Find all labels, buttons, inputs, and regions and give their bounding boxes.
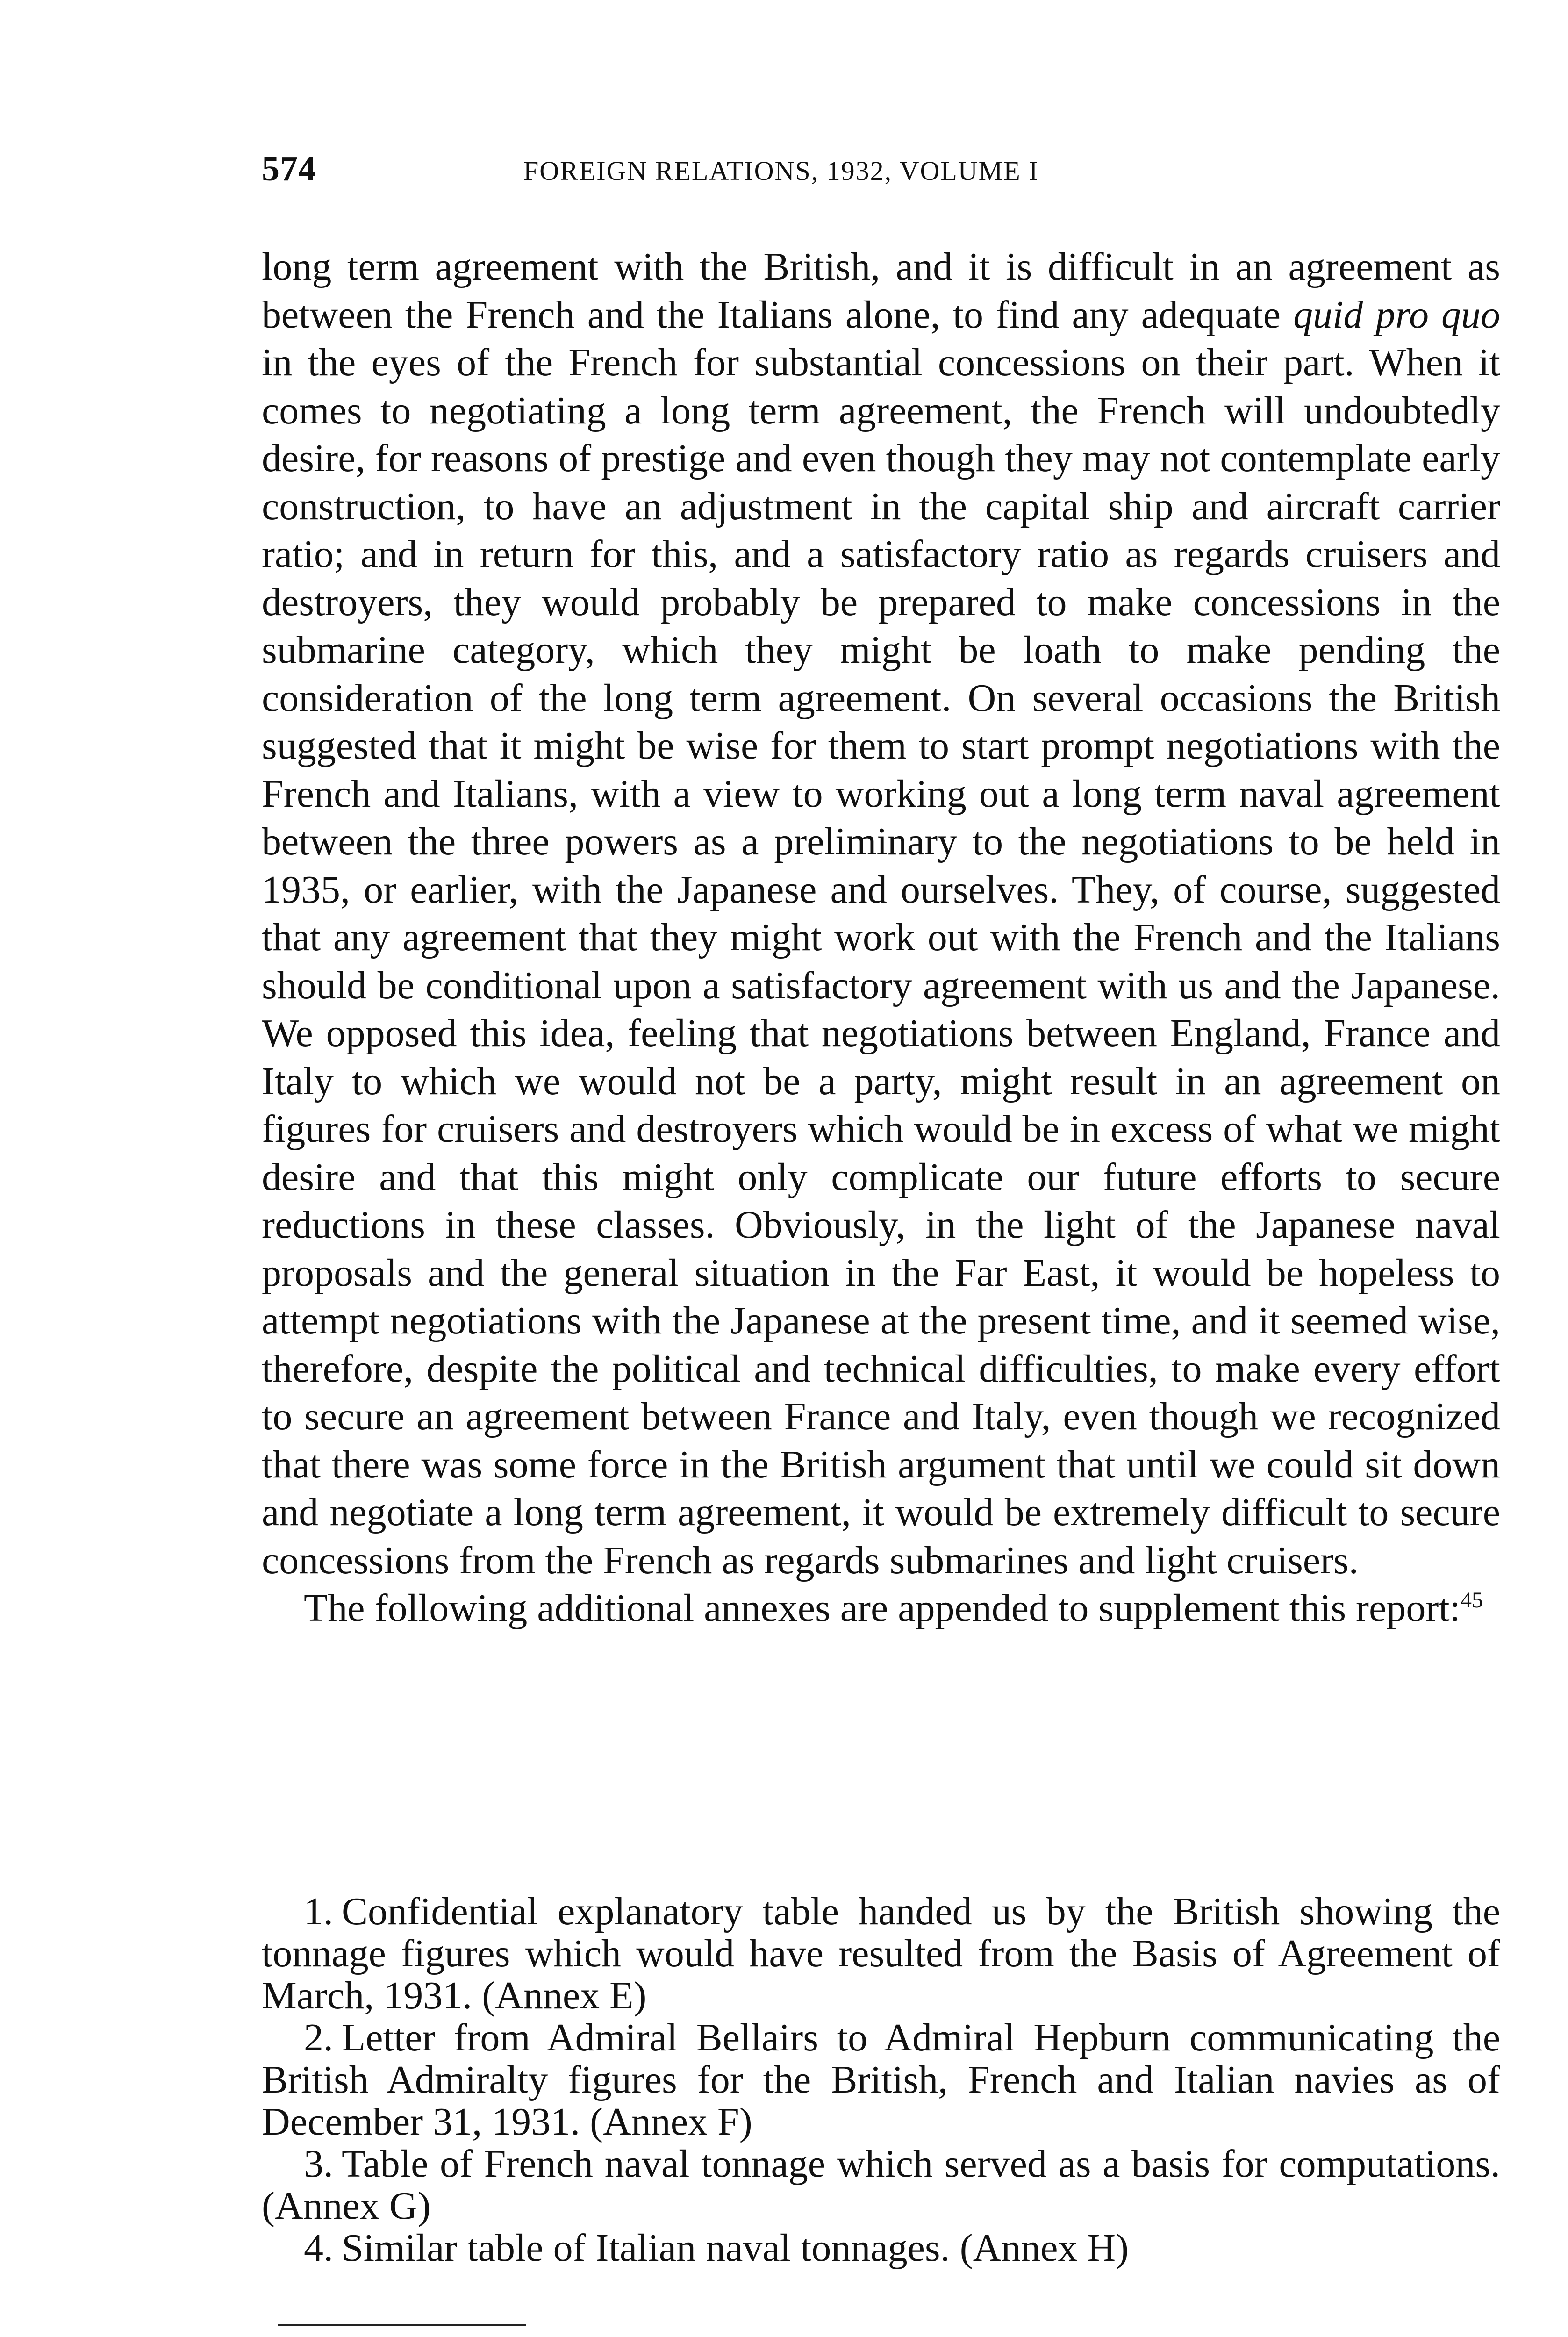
annex-text: Confidential explanatory table handed us by the British showing the tonnage figures which would have resulted from the Basis of Agreement of March, 1931. (Annex E)	[262, 1890, 1500, 2017]
annex-item	[262, 2143, 1500, 2227]
annex-item	[262, 2017, 1500, 2143]
paragraph-1-part-2: in the eyes of the French for substantial concessions on their part. When it comes to negotiating a long term agreement, the French will undoubtedly desire, for reasons of prestige and even though they may not contemplate early construction, to have an adjustment in the capital ship and aircraft carrier ratio; and in return for this, and a satisfactory ratio as regards cruisers and destroyers, they would probably be prepared to make concessions in the submarine category, which they might be loath to make pending the consideration of the long term agreement. On several occasions the British suggested that it might be wise for them to start prompt negotiations with the French and Italians, with a view to working out a long term naval agreement between the three powers as a preliminary to the negotiations to be held in 1935, or earlier, with the Japanese and ourselves. They, of course, suggested that any agreement that they might work out with the French and the Italians should be conditional upon a satisfactory agreement with us and the Japanese. We opposed this idea, feeling that negotiations between England, France and Italy to which we would not be a party, might result in an agreement on figures for cruisers and destroyers which would be in excess of what we might desire and that this might only complicate our future efforts to secure reductions in these classes. Obviously, in the light of the Japanese naval proposals and the general situation in the Far East, it would be hopeless to attempt negotiations with the Japanese at the present time, and it seemed wise, therefore, despite the political and technical difficulties, to make every effort to secure an agreement between France and Italy, even though we recognized that there was some force in the British argument that until we could sit down and negotiate a long term agreement, it would be extremely difficult to secure concessions from the French as regards submarines and light cruisers.	[262, 341, 1500, 1582]
paragraph-annexes-intro	[262, 1584, 1500, 1633]
footnote-reference: 45	[1460, 1588, 1483, 1613]
annex-text: Table of French naval tonnage which served as a basis for computations. (Annex G)	[262, 2142, 1500, 2228]
running-title: FOREIGN RELATIONS, 1932, VOLUME I	[523, 156, 1039, 186]
footnote-divider	[278, 2324, 526, 2326]
annex-number: 1.	[304, 1890, 333, 1933]
annex-number: 4.	[304, 2226, 333, 2270]
annex-list	[262, 1891, 1500, 2269]
annex-item	[262, 1891, 1500, 2017]
page-header	[262, 149, 1500, 200]
paragraph-continued	[262, 243, 1500, 1584]
annex-text: Letter from Admiral Bellairs to Admiral Hepburn communicating the British Admiralty figures for the British, French and Italian navies as of December 31, 1931. (Annex F)	[262, 2016, 1500, 2143]
italic-phrase: quid pro quo	[1293, 293, 1500, 337]
annex-text: Similar table of Italian naval tonnages. (Annex H)	[342, 2226, 1129, 2270]
page-number: 574	[262, 149, 316, 188]
annex-number: 2.	[304, 2016, 333, 2059]
annex-item	[262, 2227, 1500, 2269]
body-text	[262, 243, 1500, 1633]
annex-number: 3.	[304, 2142, 333, 2186]
paragraph-2-text: The following additional annexes are appended to supplement this report:	[304, 1586, 1461, 1630]
paragraph-1-part-1: long term agreement with the British, and it is difficult in an agreement as between the French and the Italians alone, to find any adequate	[262, 245, 1500, 337]
